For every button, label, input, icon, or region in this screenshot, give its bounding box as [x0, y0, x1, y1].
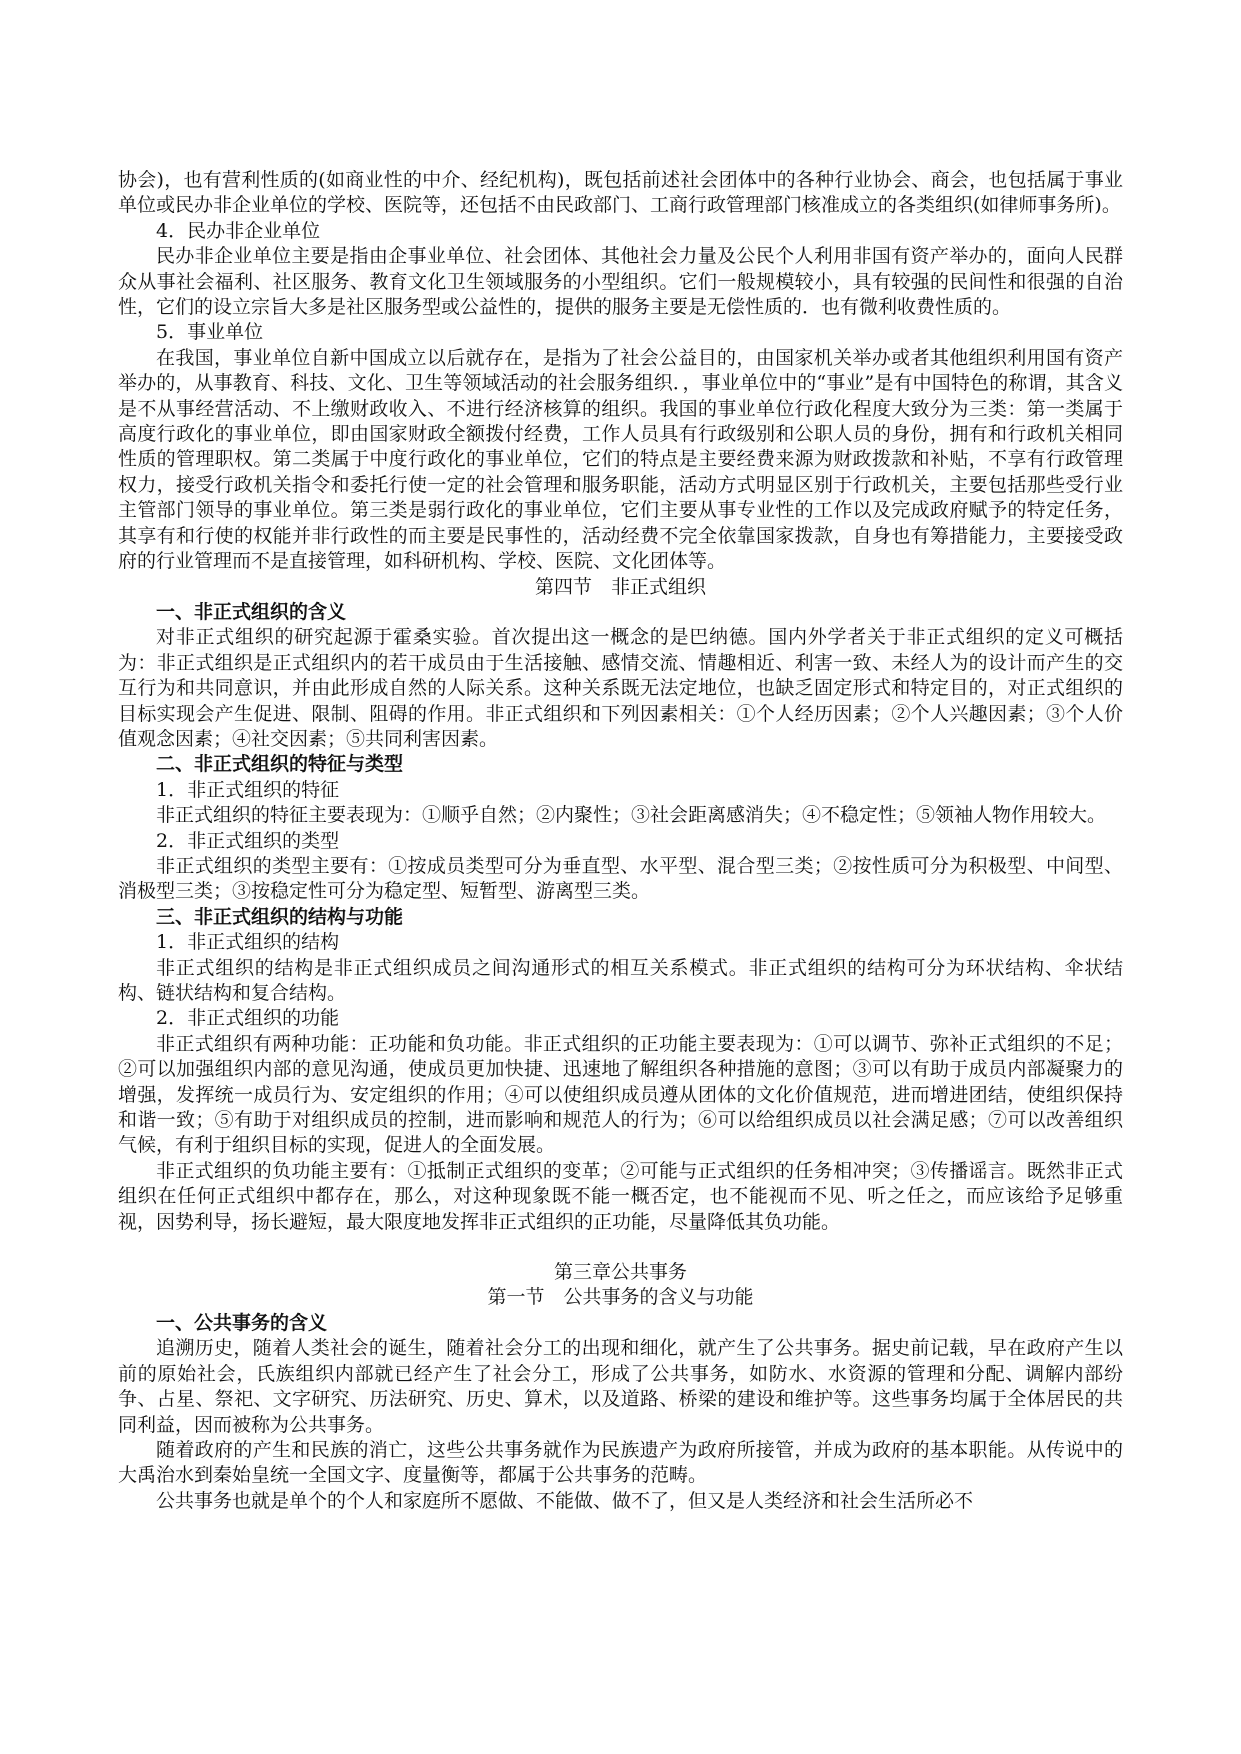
blank-line	[118, 1235, 1123, 1260]
paragraph-positive-function: 非正式组织有两种功能：正功能和负功能。非正式组织的正功能主要表现为：①可以调节、弥补正式组织的不足；②可以加强组织内部的意见沟通，使成员更加快捷、迅速地了解组织各种措施的意图；③可以有助于成员内部凝聚力的增强，发挥统一成员行为、安定组织的作用；④可以使组织成员遵从团体的文化价值规范，进而增进团结，使组织保持和谐一致；⑤有助于对组织成员的控制，进而影响和规范人的行为；⑥可以给组织成员以社会满足感；⑦可以改善组织气候，有利于组织目标的实现，促进人的全面发展。	[118, 1032, 1123, 1157]
paragraph-public-affairs-government: 随着政府的产生和民族的消亡，这些公共事务就作为民族遗产为政府所接管，并成为政府的基本职能。从传说中的大禹治水到秦始皇统一全国文字、度量衡等，都属于公共事务的范畴。	[118, 1438, 1123, 1487]
paragraph-public-affairs-history: 追溯历史，随着人类社会的诞生，随着社会分工的出现和细化，就产生了公共事务。据史前记载，早在政府产生以前的原始社会，氏族组织内部就已经产生了社会分工，形成了公共事务，如防水、水资源的管理和分配、调解内部纷争、占星、祭祀、文字研究、历法研究、历史、算术，以及道路、桥梁的建设和维护等。这些事务均属于全体居民的共同利益，因而被称为公共事务。	[118, 1337, 1123, 1436]
paragraph-features: 非正式组织的特征主要表现为：①顺乎自然；②内聚性；③社会距离感消失；④不稳定性；⑤领袖人物作用较大。	[156, 804, 1107, 827]
chapter-title: 第三章公共事务	[553, 1261, 687, 1284]
subheading-private-non-enterprise: 4．民办非企业单位	[156, 219, 321, 242]
paragraph-continuation: 协会)，也有营利性质的(如商业性的中介、经纪机构)，既包括前述社会团体中的各种行业协会、商会，也包括属于事业单位或民办非企业单位的学校、医院等，还包括不由民政部门、工商行政管理部门核准成立的各类组织(如律师事务所)。	[118, 169, 1123, 217]
heading-informal-features: 二、非正式组织的特征与类型	[156, 753, 404, 776]
paragraph-public-institution: 在我国，事业单位自新中国成立以后就存在，是指为了社会公益目的，由国家机关举办或者其他组织利用国有资产举办的，从事教育、科技、文化、卫生等领域活动的社会服务组织．，事业单位中的“事业”是有中国特色的称谓，其含义是不从事经营活动、不上缴财政收入、不进行经济核算的组织。我国的事业单位行政化程度大致分为三类：第一类属于高度行政化的事业单位，即由国家财政全额拨付经费，工作人员具有行政级别和公职人员的身份，拥有和行政机关相同性质的管理职权。第二类属于中度行政化的事业单位，它们的特点是主要经费来源为财政拨款和补贴，不享有行政管理权力，接受行政机关指令和委托行使一定的社会管理和服务职能，活动方式明显区别于行政机关，主要包括那些受行业主管部门领导的事业单位。第三类是弱行政化的事业单位，它们主要从事专业性的工作以及完成政府赋予的特定任务，其享有和行使的权能并非行政性的而主要是民事性的，活动经费不完全依靠国家拨款，自身也有筹措能力，主要接受政府的行业管理而不是直接管理，如科研机构、学校、医院、文化团体等。	[118, 346, 1123, 573]
subheading-features: 1．非正式组织的特征	[156, 778, 340, 801]
paragraph-negative-function: 非正式组织的负功能主要有：①抵制正式组织的变革；②可能与正式组织的任务相冲突；③传播谣言。既然非正式组织在任何正式组织中都存在，那么，对这种现象既不能一概否定，也不能视而不见、听之任之，而应该给予足够重视，因势利导，扬长避短，最大限度地发挥非正式组织的正功能，尽量降低其负功能。	[118, 1159, 1123, 1233]
paragraph-private-non-enterprise: 民办非企业单位主要是指由企事业单位、社会团体、其他社会力量及公民个人利用非国有资产举办的，面向人民群众从事社会福利、社区服务、教育文化卫生领域服务的小型组织。它们一般规模较小，具有较强的民间性和很强的自治性，它们的设立宗旨大多是社区服务型或公益性的，提供的服务主要是无偿性质的．也有微利收费性质的。	[118, 245, 1123, 319]
paragraph-types: 非正式组织的类型主要有：①按成员类型可分为垂直型、水平型、混合型三类；②按性质可分为积极型、中间型、消极型三类；③按稳定性可分为稳定型、短暂型、游离型三类。	[118, 854, 1123, 903]
paragraph-structure: 非正式组织的结构是非正式组织成员之间沟通形式的相互关系模式。非正式组织的结构可分为环状结构、伞状结构、链状结构和复合结构。	[118, 956, 1123, 1004]
heading-public-affairs-definition: 一、公共事务的含义	[156, 1311, 328, 1334]
subheading-public-institution: 5．事业单位	[156, 321, 264, 344]
section-title-informal-organization: 第四节 非正式组织	[534, 575, 706, 598]
heading-informal-definition: 一、非正式组织的含义	[156, 600, 347, 623]
paragraph-public-affairs-meaning: 公共事务也就是单个的个人和家庭所不愿做、不能做、做不了，但又是人类经济和社会生活所必不	[156, 1489, 974, 1512]
subheading-types: 2．非正式组织的类型	[156, 829, 340, 852]
subheading-function: 2．非正式组织的功能	[156, 1007, 340, 1030]
paragraph-informal-definition: 对非正式组织的研究起源于霍桑实验。首次提出这一概念的是巴纳德。国内外学者关于非正式组织的定义可概括为：非正式组织是正式组织内的若干成员由于生活接触、感情交流、情趣相近、利害一致、未经人为的设计而产生的交互行为和共同意识，并由此形成自然的人际关系。这种关系既无法定地位，也缺乏固定形式和特定目的，对正式组织的目标实现会产生促进、限制、阻碍的作用。非正式组织和下列因素相关：①个人经历因素；②个人兴趣因素；③个人价值观念因素；④社交因素；⑤共同利害因素。	[118, 626, 1123, 750]
heading-structure-function: 三、非正式组织的结构与功能	[156, 905, 404, 928]
section-title-public-affairs: 第一节 公共事务的含义与功能	[487, 1286, 754, 1309]
subheading-structure: 1．非正式组织的结构	[156, 931, 340, 954]
